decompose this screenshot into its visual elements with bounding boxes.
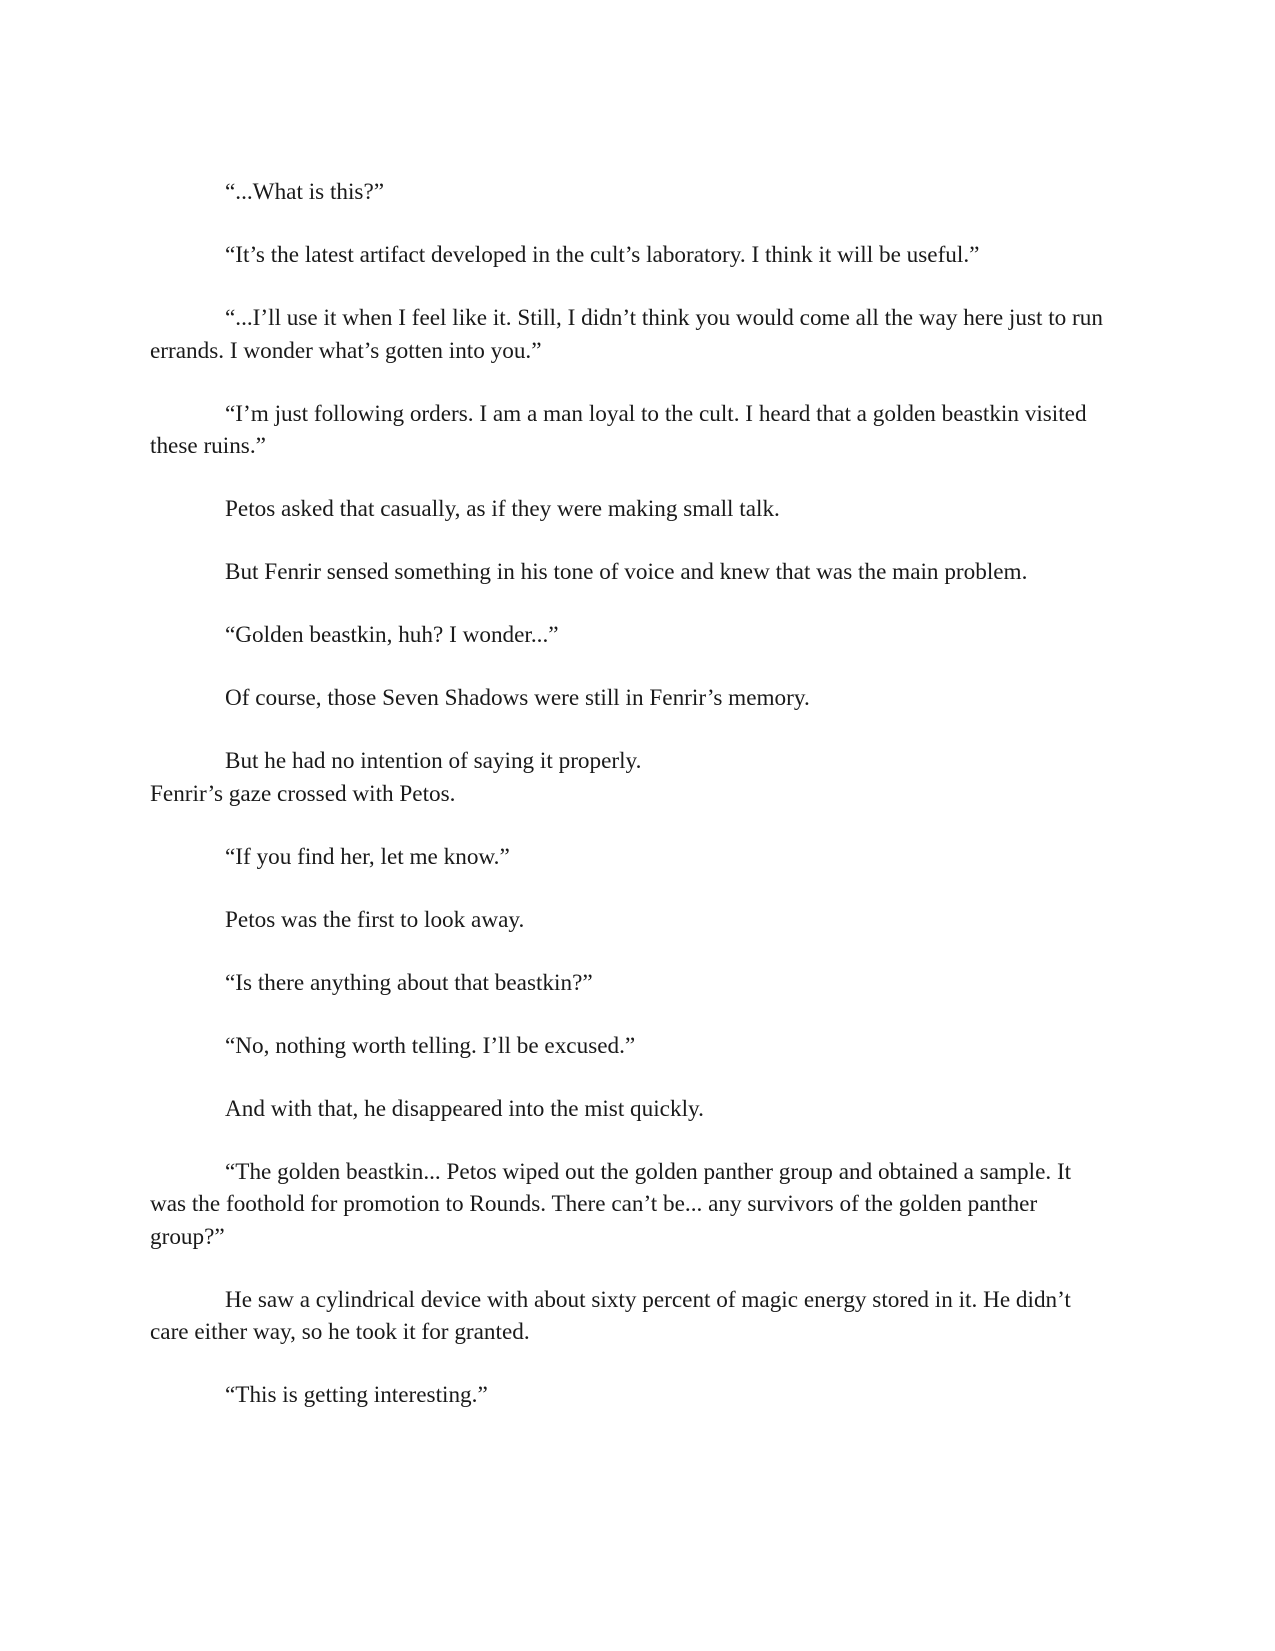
paragraph-10 (150, 841, 1110, 874)
paragraph-line: Petos was the first to look away. (225, 906, 525, 933)
paragraph-line: “...What is this?” (225, 179, 385, 205)
paragraph-5 (150, 493, 1110, 526)
paragraph-11 (150, 904, 1110, 937)
paragraph-line: “It’s the latest artifact developed in the cult’s laboratory. I think it will be useful.” (225, 242, 980, 268)
paragraph-13 (150, 1030, 1110, 1063)
paragraph-2 (150, 239, 1110, 272)
story-text (150, 176, 1110, 1442)
paragraph-6 (150, 556, 1110, 589)
paragraph-8 (150, 682, 1110, 715)
paragraph-line: “No, nothing worth telling. I’ll be excused.” (225, 1032, 636, 1059)
paragraph-line: “I’m just following orders. I am a man loyal to the cult. I heard that a golden beastkin visited these ruins.” (150, 400, 1087, 459)
paragraph-line: Fenrir’s gaze crossed with Petos. (150, 780, 456, 807)
paragraph-4 (150, 398, 1110, 463)
paragraph-12 (150, 967, 1110, 1000)
paragraph-line: “If you find her, let me know.” (225, 843, 510, 870)
paragraph-line: “Is there anything about that beastkin?” (225, 969, 593, 996)
paragraph-line: But Fenrir sensed something in his tone of voice and knew that was the main problem. (225, 559, 1028, 585)
paragraph-1 (150, 176, 1110, 209)
paragraph-15 (150, 1156, 1110, 1254)
paragraph-line: “Golden beastkin, huh? I wonder...” (225, 622, 559, 648)
paragraph-line: “The golden beastkin... Petos wiped out the golden panther group and obtained a sample. It was the foothold for promotion to Rounds. There can’t be... any survivors of the golden panther group?” (150, 1158, 1072, 1250)
paragraph-line: Petos asked that casually, as if they were making small talk. (225, 496, 780, 522)
paragraph-line: “This is getting interesting.” (225, 1382, 488, 1408)
paragraph-line: Of course, those Seven Shadows were still in Fenrir’s memory. (225, 685, 810, 711)
paragraph-3 (150, 302, 1110, 367)
paragraph-line: He saw a cylindrical device with about sixty percent of magic energy stored in it. He didn’t care either way, so he took it for granted. (150, 1286, 1071, 1345)
paragraph-line: But he had no intention of saying it properly. (225, 748, 642, 774)
paragraph-17 (150, 1379, 1110, 1412)
paragraph-14 (150, 1093, 1110, 1126)
paragraph-9 (150, 745, 1110, 810)
paragraph-7 (150, 619, 1110, 652)
paragraph-line: “...I’ll use it when I feel like it. Still, I didn’t think you would come all the way here just to run errands. I wonder what’s gotten into you.” (150, 305, 1103, 364)
paragraph-16 (150, 1284, 1110, 1349)
paragraph-line: And with that, he disappeared into the mist quickly. (225, 1095, 704, 1122)
